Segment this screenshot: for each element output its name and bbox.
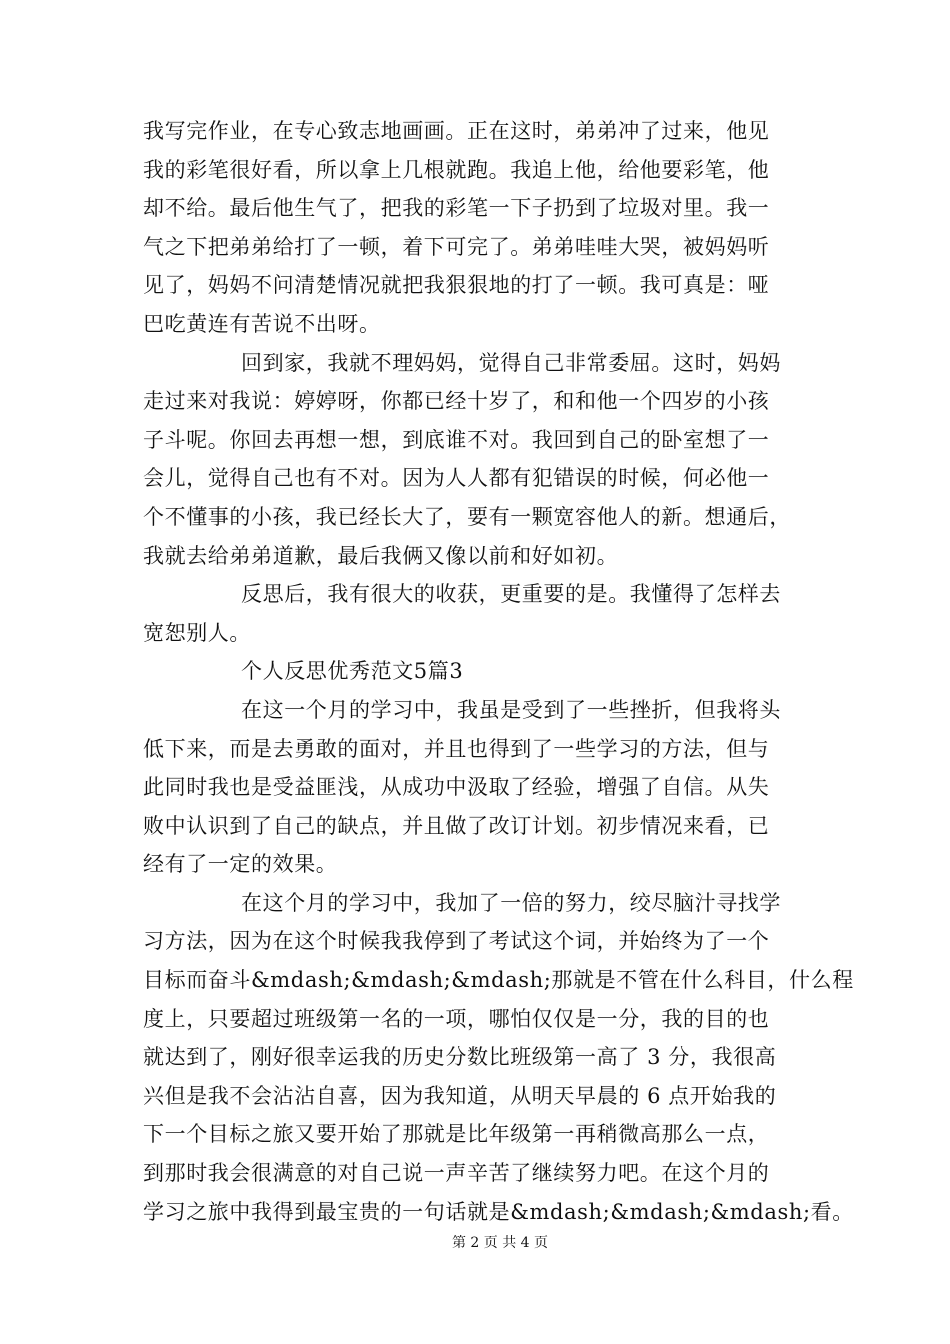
text-line: 气之下把弟弟给打了一顿，着下可完了。弟弟哇哇大哭，被妈妈听 [143,234,770,259]
text-line: 反思后，我有很大的收获，更重要的是。我懂得了怎样去 [241,582,781,607]
text-line: 下一个目标之旅又要开始了那就是比年级第一再稍微高那么一点， [143,1122,770,1147]
text-line: 我就去给弟弟道歉，最后我俩又像以前和好如初。 [143,543,619,568]
text-line: 见了，妈妈不问清楚情况就把我狠狠地的打了一顿。我可真是：哑 [143,273,770,298]
text-line: 会儿，觉得自己也有不对。因为人人都有犯错误的时候，何必他一 [143,466,770,491]
text-line: 回到家，我就不理妈妈，觉得自己非常委屈。这时，妈妈 [241,350,781,375]
text-line: 习方法，因为在这个时候我我停到了考试这个词，并始终为了一个 [143,929,770,954]
text-line: 学习之旅中我得到最宝贵的一句话就是&mdash;&mdash;&mdash;看。 [143,1199,854,1224]
text-line: 低下来，而是去勇敢的面对，并且也得到了一些学习的方法，但与 [143,736,770,761]
text-line: 个人反思优秀范文5篇3 [241,659,464,684]
text-line: 就达到了，刚好很幸运我的历史分数比班级第一高了 3 分，我很高 [143,1045,777,1070]
page-number-label: 第 2 页 共 4 页 [451,1235,549,1251]
text-line: 个不懂事的小孩，我已经长大了，要有一颗宽容他人的新。想通后， [143,504,791,529]
document-body [143,112,854,1231]
text-line: 目标而奋斗&mdash;&mdash;&mdash;那就是不管在什么科目，什么程 [143,968,854,993]
text-line: 宽恕别人。 [143,620,251,645]
text-line: 在这个月的学习中，我加了一倍的努力，绞尽脑汁寻找学 [241,890,781,915]
text-line: 却不给。最后他生气了，把我的彩笔一下子扔到了垃圾对里。我一 [143,196,770,221]
text-line: 子斗呢。你回去再想一想，到底谁不对。我回到自己的卧室想了一 [143,427,770,452]
text-line: 巴吃黄连有苦说不出呀。 [143,311,381,336]
text-line: 此同时我也是受益匪浅，从成功中汲取了经验，增强了自信。从失 [143,775,770,800]
text-line: 度上，只要超过班级第一名的一项，哪怕仅仅是一分，我的目的也 [143,1006,770,1031]
text-line: 兴但是我不会沾沾自喜，因为我知道，从明天早晨的 6 点开始我的 [143,1083,777,1108]
text-line: 经有了一定的效果。 [143,852,338,877]
text-line: 我写完作业，在专心致志地画画。正在这时，弟弟冲了过来，他见 [143,119,770,143]
text-line: 我的彩笔很好看，所以拿上几根就跑。我追上他，给他要彩笔，他 [143,157,770,182]
text-line: 走过来对我说：婷婷呀，你都已经十岁了，和和他一个四岁的小孩 [143,389,770,414]
text-line: 败中认识到了自己的缺点，并且做了改订计划。初步情况来看，已 [143,813,770,838]
text-line: 在这一个月的学习中，我虽是受到了一些挫折，但我将头 [241,697,781,722]
text-line: 到那时我会很满意的对自己说一声辛苦了继续努力吧。在这个月的 [143,1161,770,1186]
page-footer [0,1232,950,1252]
